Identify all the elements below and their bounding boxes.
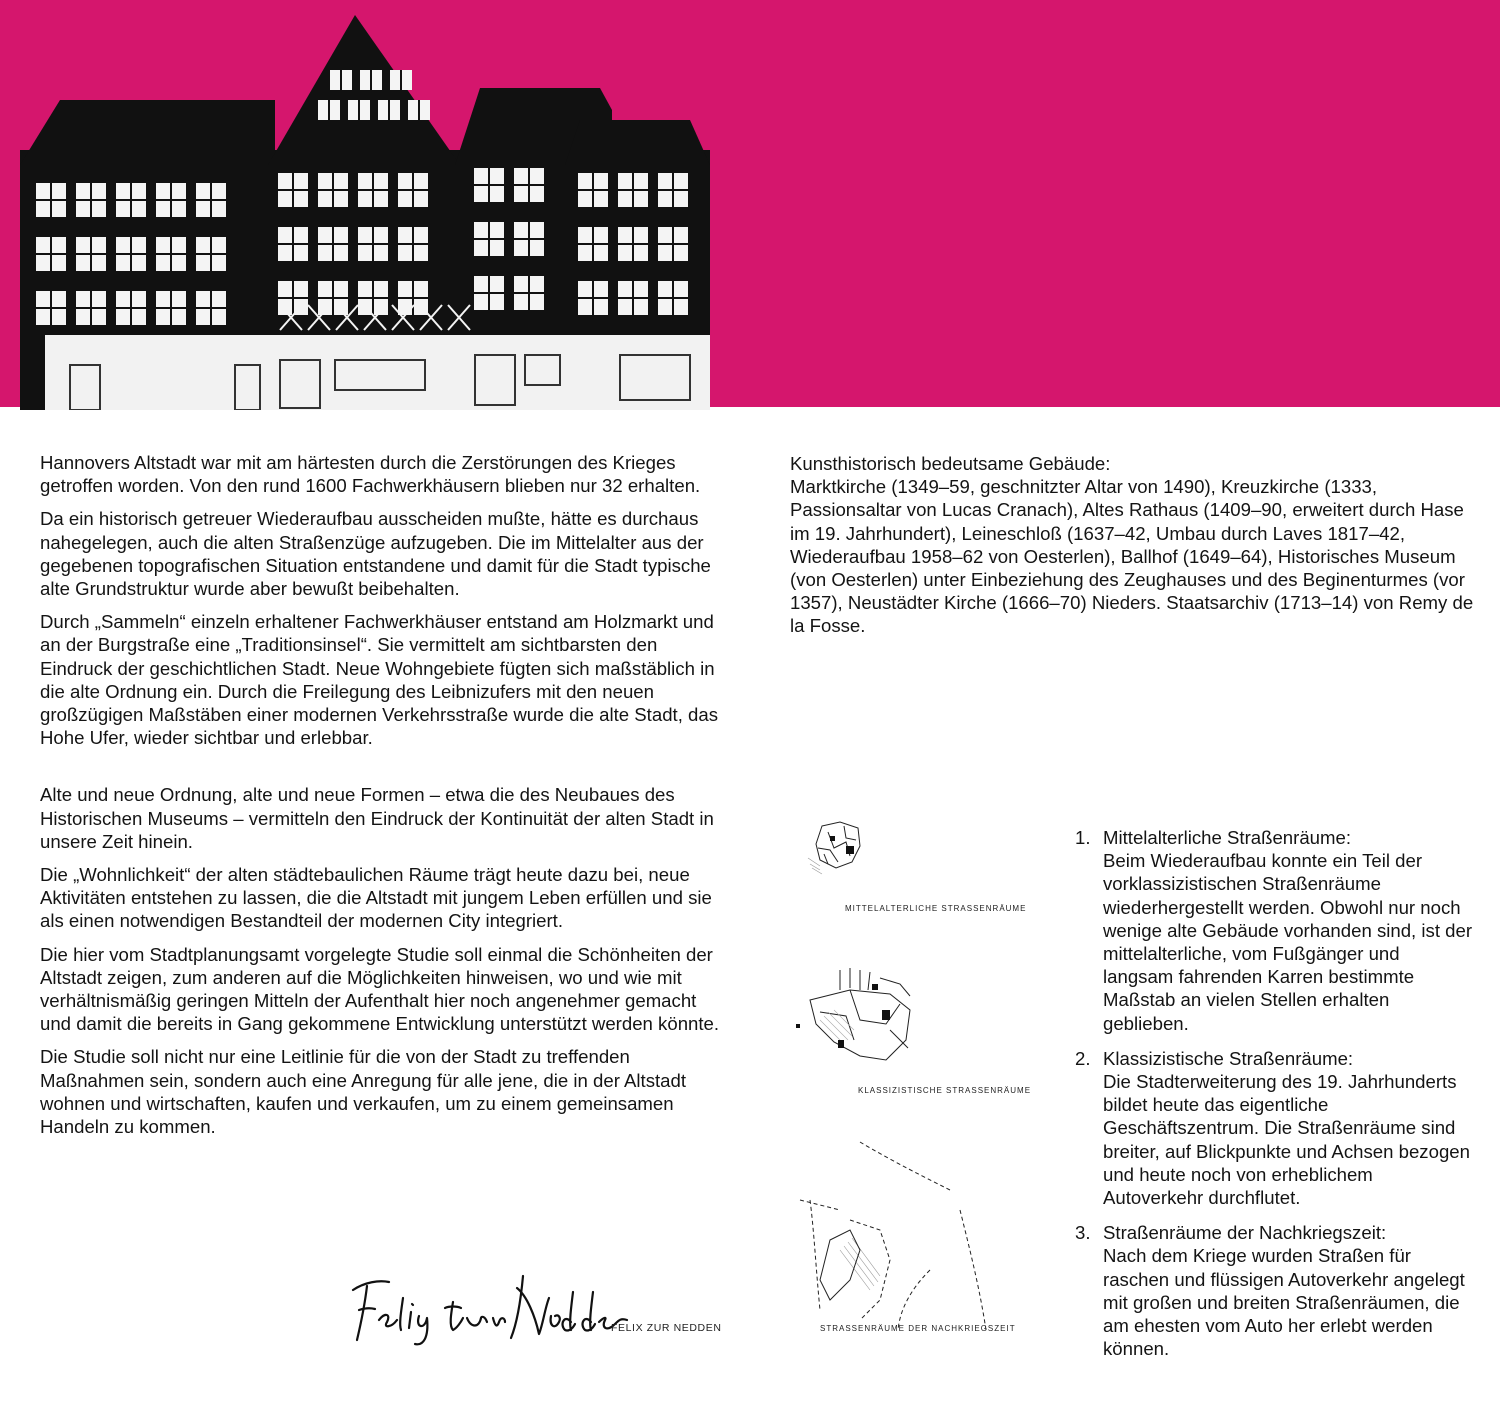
signature-name: FELIX ZUR NEDDEN — [611, 1322, 722, 1334]
half-timbered-houses-illustration — [0, 0, 720, 410]
legend-item — [1075, 826, 1475, 1035]
buildings-list-text: Marktkirche (1349–59, geschnitzter Altar von 1490), Kreuzkirche (1333, Passionsaltar von Lucas Cranach), Altes Rathaus (1409–90, erweitert durch Hase im 19. Jahrhundert), Leineschloß (1637–42, Umbau durch Laves 1817–42, Wiederaufbau 1958–62 von Oesterlen), Ballhof (1649–64), Historisches Museum (von Oesterlen) unter Einbeziehung des Zeughauses und des Beginenturmes (vor 1357), Neustädter Kirche (1666–70) Nieders. Staatsarchiv (1713–14) von Remy de la Fosse. — [790, 476, 1474, 637]
paragraph: Die hier vom Stadtplanungsamt vorgelegte Studie soll einmal die Schönheiten der Altstadt zeigen, zum anderen auf die Möglichkeiten hinweisen, wo und wie mit verhältnismäßig geringen Mitteln der Aufenthalt hier noch angenehmer gemacht und damit die bereits in Gang gekommene Entwicklung unterstützt werden könnte. — [40, 943, 720, 1035]
legend-title: Mittelalterliche Straßenräume: — [1103, 827, 1352, 848]
street-types-legend — [1075, 826, 1475, 1372]
paragraph: Die „Wohnlichkeit“ der alten städtebaulichen Räume trägt heute dazu bei, neue Aktivitäten entstehen zu lassen, die die Altstadt mit jungem Leben erfüllen und sie als einen notwendigen Bestandteil der modernen City integriert. — [40, 864, 712, 932]
legend-number: 2. — [1075, 1047, 1091, 1069]
legend-title: Klassizistische Straßenräume: — [1103, 1047, 1354, 1069]
map-postwar-streets — [790, 1130, 1010, 1350]
section-heading: Kunsthistorisch bedeutsame Gebäude: — [790, 453, 1111, 474]
map-caption: KLASSIZISTISCHE STRASSENRÄUME — [858, 1086, 1032, 1095]
intro-text-column — [40, 451, 730, 1148]
map-caption: MITTELALTERLICHE STRASSENRÄUME — [845, 904, 1027, 913]
art-historical-buildings — [790, 452, 1480, 638]
map-classicist-streets — [790, 960, 1010, 1080]
paragraph: Die Studie soll nicht nur eine Leitlinie für die von der Stadt zu treffenden Maßnahmen sein, sondern auch eine Anregung für alle jene, die in der Altstadt wohnen und wirtschaften, kaufen und verkaufen, um zu einem gemeinsamen Handeln zu kommen. — [40, 1046, 687, 1138]
legend-text: Die Stadterweiterung des 19. Jahrhunderts bildet heute das eigentliche Geschäftszentrum. Die Straßenräume sind breiter, auf Blickpunkte und Achsen bezogen und heute noch von erheblichem Autoverkehr durchflutet. — [1103, 1071, 1470, 1209]
paragraph: Da ein historisch getreuer Wiederaufbau ausscheiden mußte, hätte es durchaus nahegelegen, auch die alten Straßenzüge aufzugeben. Die im Mittelalter aus der gegebenen topografischen Situation entstandene und damit für die Stadt typische alte Grundstruktur wurde aber bewußt beibehalten. — [40, 508, 711, 600]
legend-number: 1. — [1075, 827, 1091, 848]
handwritten-signature — [345, 1268, 635, 1348]
legend-text: Nach dem Kriege wurden Straßen für raschen und flüssigen Autoverkehr angelegt mit großen und breiten Straßenräumen, die am ehesten vom Auto her erlebt werden können. — [1103, 1245, 1465, 1360]
legend-title: Straßenräume der Nachkriegszeit: — [1103, 1222, 1387, 1244]
legend-number: 3. — [1075, 1222, 1091, 1244]
map-caption: STRASSENRÄUME DER NACHKRIEGSZEIT — [820, 1324, 1016, 1333]
paragraph: Durch „Sammeln“ einzeln erhaltener Fachwerkhäuser entstand am Holzmarkt und an der Burgstraße eine „Traditionsinsel“. Sie vermittelt am sichtbarsten den Eindruck der geschichtlichen Stadt. Neue Wohngebiete fügten sich maßstäblich in die alte Ordnung ein. Durch die Freilegung des Leibnizufers mit den neuen großzügigen Maßstäben einer modernen Verkehrsstraße wurde die alte Stadt, das Hohe Ufer, wieder sichtbar und erlebbar. — [40, 611, 719, 749]
legend-item — [1075, 1047, 1475, 1209]
map-medieval-streets — [800, 818, 1020, 918]
legend-text: Beim Wiederaufbau konnte ein Teil der vorklassizistischen Straßenräume wiederhergestellt werden. Obwohl nur noch wenige alte Gebäude vorhanden sind, ist der mittelalterliche, vom Fußgänger und langsam fahrenden Karren bestimmte Maßstab an vielen Stellen erhalten geblieben. — [1103, 850, 1473, 1034]
legend-item — [1075, 1221, 1475, 1360]
paragraph: Hannovers Altstadt war mit am härtesten durch die Zerstörungen des Krieges getroffen worden. Von den rund 1600 Fachwerkhäusern blieben nur 32 erhalten. — [40, 452, 701, 497]
paragraph: Alte und neue Ordnung, alte und neue Formen – etwa die des Neubaues des Historischen Museums – vermitteln den Eindruck der Kontinuität der alten Stadt in unsere Zeit hinein. — [40, 784, 714, 852]
